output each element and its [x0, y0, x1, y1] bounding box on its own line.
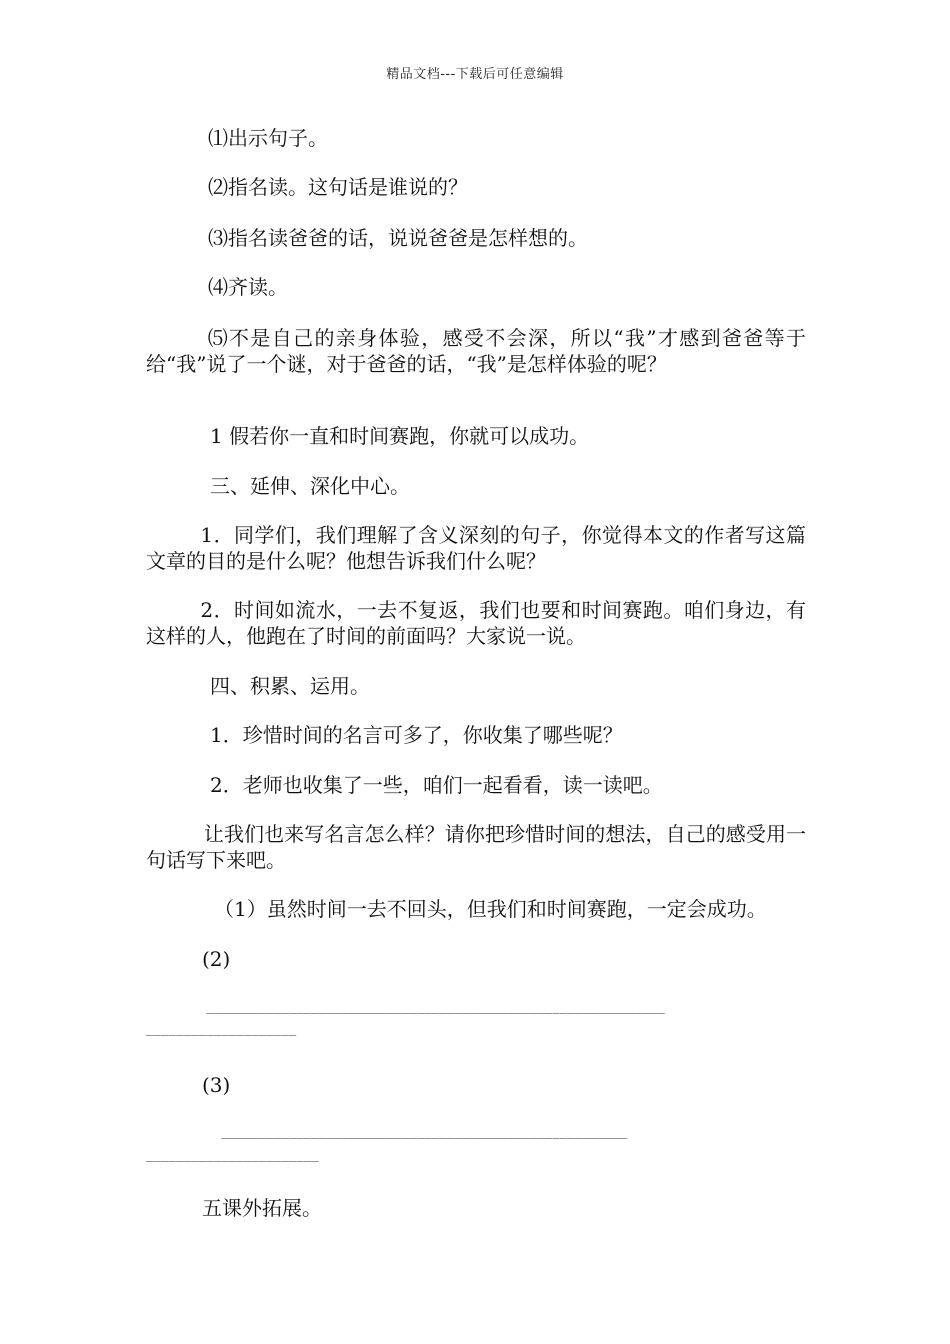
- item-label-2: (2): [202, 947, 231, 971]
- paragraph-author-purpose: 1．同学们，我们理解了含义深刻的句子，你觉得本文的作者写这篇文章的目的是什么呢？他想告诉我们什么呢？: [146, 523, 807, 573]
- paragraph-read-together: ⑷齐读。: [208, 275, 288, 299]
- paragraph-quotes-collected: 1．珍惜时间的名言可多了，你收集了哪些呢？: [210, 723, 623, 747]
- blank-line-2b: ____________________: [146, 1022, 297, 1036]
- page-header: 精品文档---下载后可任意编辑: [386, 67, 564, 82]
- blank-line-2a: _____________________________________________________________: [146, 1000, 666, 1014]
- section-heading-extracurricular: 五课外拓展。: [202, 1196, 322, 1220]
- blank-line-3b: _______________________: [146, 1148, 320, 1162]
- paragraph-read-aloud: ⑵指名读。这句话是谁说的？: [208, 175, 468, 199]
- section-heading-accumulate: 四、积累、运用。: [210, 674, 370, 698]
- paragraph-race-time: 1 假若你一直和时间赛跑，你就可以成功。: [210, 424, 590, 448]
- paragraph-show-sentence: ⑴出示句子。: [208, 126, 328, 150]
- item-label-3: (3): [202, 1073, 231, 1097]
- paragraph-time-flows: 2．时间如流水，一去不复返，我们也要和时间赛跑。咱们身边，有这样的人，他跑在了时间的前面吗？大家说一说。: [146, 598, 807, 648]
- section-heading-extend: 三、延伸、深化中心。: [210, 474, 410, 498]
- paragraph-father-words: ⑶指名读爸爸的话，说说爸爸是怎样想的。: [208, 226, 588, 250]
- paragraph-teacher-collected: 2．老师也收集了一些，咱们一起看看，读一读吧。: [210, 773, 663, 797]
- paragraph-write-quote: 让我们也来写名言怎么样？请你把珍惜时间的想法，自己的感受用一句话写下来吧。: [146, 822, 807, 872]
- paragraph-example-1: （1）虽然时间一去不回头，但我们和时间赛跑，一定会成功。: [214, 897, 767, 921]
- blank-line-3a: ______________________________________________________: [146, 1125, 628, 1139]
- paragraph-experience: ⑸不是自己的亲身体验，感受不会深，所以“我”才感到爸爸等于给“我”说了一个谜，对于爸爸的话，“我”是怎样体验的呢？: [146, 326, 807, 376]
